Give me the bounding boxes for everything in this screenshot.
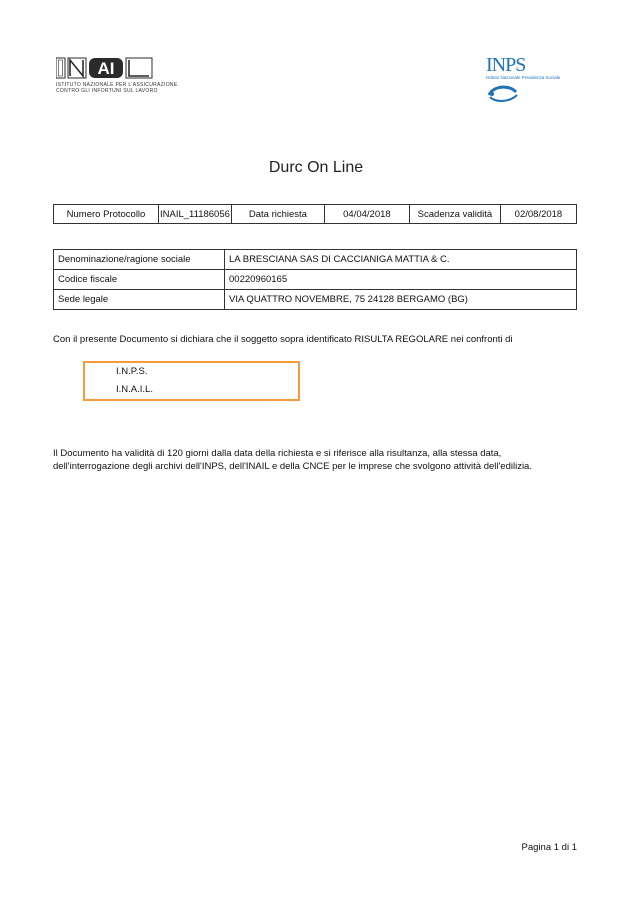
inps-emblem-icon <box>486 83 520 103</box>
validity-line-2: dell'interrogazione degli archivi dell'INPS, dell'INAIL e della CNCE per le imprese che svolgono attività dell'edilizia. <box>53 461 532 472</box>
denominazione-label: Denominazione/ragione sociale <box>54 250 225 270</box>
inps-logo <box>486 55 578 105</box>
declaration-text: Con il presente Documento si dichiara che il soggetto sopra identificato RISULTA REGOLARE nei confronti di <box>53 334 513 345</box>
inail-logo-line1: ISTITUTO NAZIONALE PER L'ASSICURAZIONE <box>56 82 178 88</box>
company-table <box>53 249 577 310</box>
numero-protocollo-label: Numero Protocollo <box>54 205 159 224</box>
data-richiesta-label: Data richiesta <box>231 205 324 224</box>
inail-logo-line2: CONTRO GLI INFORTUNI SUL LAVORO <box>56 88 158 94</box>
inail-wordmark-icon <box>56 57 154 79</box>
inps-logo-word: INPS <box>486 54 526 76</box>
entity-inps: I.N.P.S. <box>116 366 148 377</box>
codice-fiscale-value: 00220960165 <box>225 270 577 290</box>
protocol-table <box>53 204 577 224</box>
regularity-entities-box <box>83 361 300 401</box>
table-row <box>54 250 577 270</box>
page-title: Durc On Line <box>268 159 364 176</box>
sede-legale-value: VIA QUATTRO NOVEMBRE, 75 24128 BERGAMO (BG) <box>225 290 577 310</box>
svg-text:AI: AI <box>97 59 115 78</box>
page-indicator: Pagina 1 di 1 <box>521 842 577 853</box>
scadenza-label: Scadenza validità <box>409 205 500 224</box>
numero-protocollo-value: INAIL_11186056 <box>159 205 232 224</box>
inps-logo-subtitle: Istituto Nazionale Previdenza Sociale <box>486 75 561 80</box>
table-row <box>54 205 577 224</box>
denominazione-value: LA BRESCIANA SAS DI CACCIANIGA MATTIA & C. <box>225 250 577 270</box>
inail-logo <box>56 57 181 93</box>
validity-text <box>53 447 532 473</box>
sede-legale-label: Sede legale <box>54 290 225 310</box>
table-row <box>54 290 577 310</box>
validity-line-1: Il Documento ha validità di 120 giorni dalla data della richiesta e si riferisce alla risultanza, alla stessa data, <box>53 448 502 459</box>
scadenza-value: 02/08/2018 <box>500 205 576 224</box>
table-row <box>54 270 577 290</box>
codice-fiscale-label: Codice fiscale <box>54 270 225 290</box>
entity-inail: I.N.A.I.L. <box>116 384 153 395</box>
data-richiesta-value: 04/04/2018 <box>324 205 409 224</box>
